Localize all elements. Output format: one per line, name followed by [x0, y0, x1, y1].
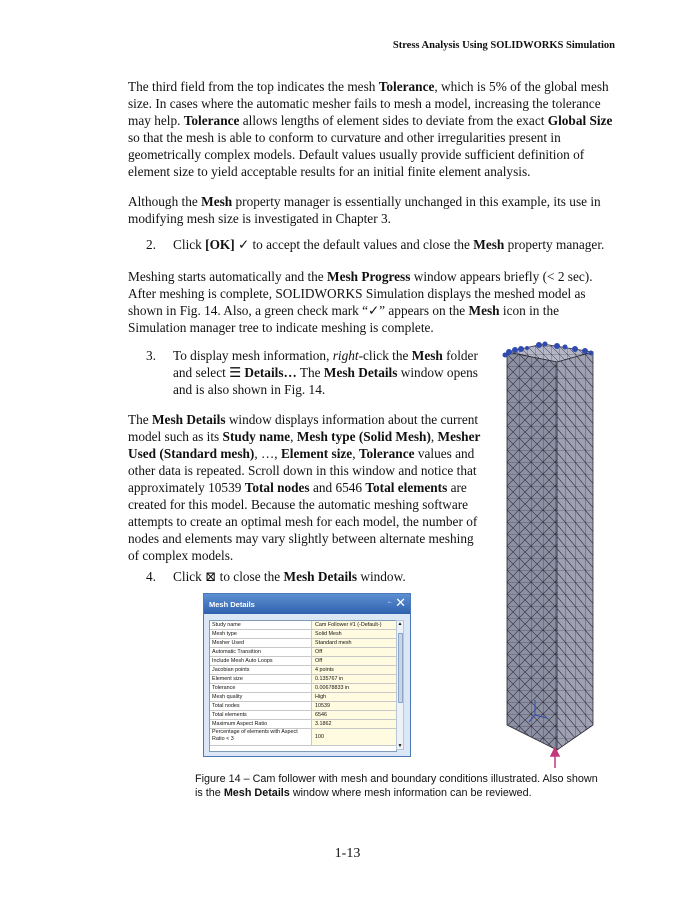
property-name: Element size: [210, 675, 312, 683]
table-row: [210, 720, 396, 729]
running-header: Stress Analysis Using SOLIDWORKS Simulation: [392, 40, 615, 51]
figure-caption: Figure 14 – Cam follower with mesh and boundary conditions illustrated. Also shown is the Mesh Details window where mesh information can be reviewed.: [195, 773, 598, 799]
mesh-details-table: [209, 620, 397, 752]
property-value: 10539: [312, 702, 396, 710]
property-value: Cam Follower #1 (-Default-): [312, 621, 396, 629]
paragraph-mesh-property-manager: Although the Mesh property manager is essentially unchanged in this example, its use in modifying mesh size is investigated in Chapter 3.: [128, 194, 601, 226]
mesh-details-title-bar: [204, 594, 410, 614]
pin-icon[interactable]: ←: [387, 599, 393, 605]
property-value: Off: [312, 648, 396, 656]
step-text: Click [OK] ✓ to accept the default values and close the Mesh property manager.: [173, 237, 605, 252]
details-icon: ☰: [229, 365, 242, 380]
meshed-model-figure: [495, 330, 595, 770]
paragraph-meshing: Meshing starts automatically and the Mesh Progress window appears briefly (< 2 sec). After meshing is complete, SOLIDWORKS Simulation displays the meshed model as shown in Fig. 14. Also, a green check mark “✓” appears on the Mesh icon in the Simulation manager tree to indicate meshing is complete.: [128, 269, 593, 335]
table-row: [210, 621, 396, 630]
paragraph-tolerance: The third field from the top indicates the mesh Tolerance, which is 5% of the global mesh size. In cases where the automatic mesher fails to mesh a model, increasing the tolerance may help. Tolerance allows lengths of element sides to deviate from the exact Global Size so that the mesh is able to conform to curvature and other irregularities present in geometrically complex models. Default values usually provide sufficient definition of element size to yield acceptable results for an initial finite element analysis.: [128, 79, 613, 179]
property-name: Total nodes: [210, 702, 312, 710]
property-value: 4 points: [312, 666, 396, 674]
close-icon[interactable]: ✕: [395, 595, 406, 610]
step-number: 4.: [146, 569, 156, 584]
table-row: [210, 657, 396, 666]
property-name: Maximum Aspect Ratio: [210, 720, 312, 728]
step-text: To display mesh information, right-click the Mesh folder and select ☰ Details… The Mesh Details window opens and is also shown in Fig. 14.: [173, 348, 478, 397]
scroll-down-icon[interactable]: ▼: [397, 743, 403, 749]
table-row: [210, 630, 396, 639]
property-name: Include Mesh Auto Loops: [210, 657, 312, 665]
property-name: Automatic Transition: [210, 648, 312, 656]
property-name: Jacobian points: [210, 666, 312, 674]
scrollbar-thumb[interactable]: [398, 633, 403, 703]
close-box-icon: ⊠: [205, 569, 217, 584]
property-value: 0.00678833 in: [312, 684, 396, 692]
mesh-side-face: [557, 352, 593, 750]
page-number: 1-13: [334, 846, 361, 861]
property-name: Mesh quality: [210, 693, 312, 701]
mesh-details-scrollbar[interactable]: [396, 620, 404, 750]
scroll-up-icon[interactable]: ▲: [397, 621, 403, 627]
table-row: [210, 639, 396, 648]
step-number: 3.: [146, 348, 156, 363]
property-value: 0.135767 in: [312, 675, 396, 683]
table-row: [210, 711, 396, 720]
mesh-details-window: [203, 593, 411, 757]
mesh-details-title: Mesh Details: [209, 599, 255, 609]
step-number: 2.: [146, 237, 156, 252]
property-value: 100: [312, 729, 396, 745]
property-name: Percentage of elements with Aspect Ratio < 3: [210, 729, 312, 745]
table-row: [210, 648, 396, 657]
property-name: Mesher Used: [210, 639, 312, 647]
property-name: Study name: [210, 621, 312, 629]
property-name: Total elements: [210, 711, 312, 719]
property-value: Off: [312, 657, 396, 665]
table-row: [210, 702, 396, 711]
property-value: Standard mesh: [312, 639, 396, 647]
table-row: [210, 666, 396, 675]
table-row: [210, 693, 396, 702]
table-row: [210, 675, 396, 684]
property-value: Solid Mesh: [312, 630, 396, 638]
property-name: Mesh type: [210, 630, 312, 638]
paragraph-mesh-details: The Mesh Details window displays information about the current model such as its Study name, Mesh type (Solid Mesh), Mesher Used (Standard mesh), …, Element size, Tolerance values and other data is repeated. Scroll down in this window and notice that approximately 10539 Total nodes and 6546 Total elements are created for this model. Because the automatic meshing software attempts to create an optimal mesh for each model, the number of nodes and elements may vary slightly between alternate meshing of complex models.: [128, 412, 481, 563]
property-value: High: [312, 693, 396, 701]
mesh-front-face: [507, 352, 557, 750]
step-text: Click ⊠ to close the Mesh Details window.: [173, 569, 406, 584]
table-row: [210, 729, 396, 746]
property-value: 3.1862: [312, 720, 396, 728]
load-arrow: [551, 748, 559, 768]
property-value: 6546: [312, 711, 396, 719]
property-name: Tolerance: [210, 684, 312, 692]
table-row: [210, 684, 396, 693]
